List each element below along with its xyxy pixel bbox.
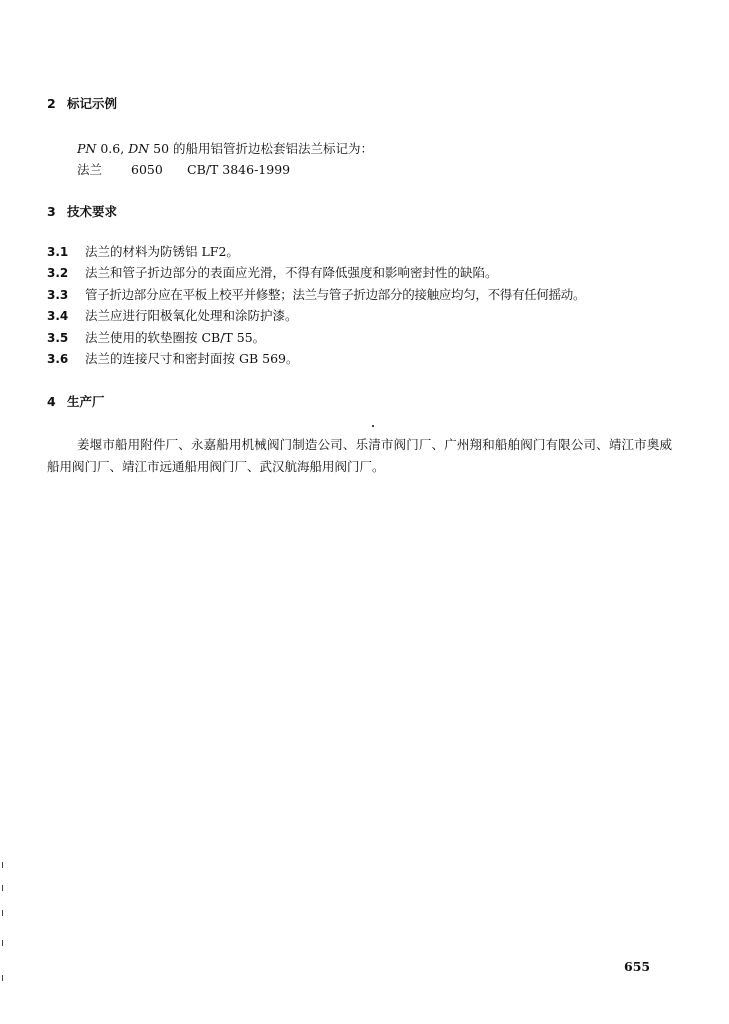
marking-designation	[77, 162, 290, 178]
scan-speck	[2, 975, 3, 981]
mark-name: 法兰	[77, 162, 103, 177]
pn-label: PN	[77, 141, 97, 156]
pn-value: 0.6,	[100, 141, 125, 156]
item-text: 法兰和管子折边部分的表面应光滑，不得有降低强度和影响密封性的缺陷。	[85, 265, 498, 280]
scan-speck	[2, 885, 3, 891]
marking-example-line	[77, 141, 373, 157]
list-item	[47, 265, 498, 281]
item-text: 法兰的材料为防锈铝 LF2。	[85, 244, 239, 259]
section-heading-manufacturer	[47, 394, 105, 410]
scan-speck	[2, 910, 3, 916]
item-text: 管子折边部分应在平板上校平并修整；法兰与管子折边部分的接触应均匀，不得有任何摇动。	[85, 287, 586, 302]
section-number: 3	[47, 204, 56, 219]
item-number: 3.4	[47, 309, 69, 323]
manufacturer-paragraph: 姜堰市船用附件厂、永嘉船用机械阀门制造公司、乐清市阀门厂、广州翔和船舶阀门有限公司、靖江市奥威船用阀门厂、靖江市远通船用阀门厂、武汉航海船用阀门厂。	[47, 437, 672, 474]
example-description: 50 的船用铝管折边松套铝法兰标记为：	[153, 141, 374, 156]
list-item	[47, 244, 239, 260]
item-text: 法兰的连接尺寸和密封面按 GB 569。	[85, 351, 299, 366]
item-text: 法兰使用的软垫圈按 CB/T 55。	[85, 330, 266, 345]
section-title: 标记示例	[67, 96, 118, 111]
section-heading-marking	[47, 96, 117, 112]
item-number: 3.1	[47, 245, 69, 259]
section-title: 生产厂	[67, 394, 105, 409]
item-number: 3.5	[47, 331, 69, 345]
item-number: 3.6	[47, 352, 69, 366]
scan-speck	[372, 425, 374, 427]
section-heading-technical	[47, 204, 117, 220]
scan-speck	[2, 940, 3, 946]
section-number: 2	[47, 96, 56, 111]
section-number: 4	[47, 394, 56, 409]
list-item	[47, 287, 585, 303]
list-item	[47, 308, 298, 324]
section-title: 技术要求	[67, 204, 118, 219]
item-number: 3.2	[47, 266, 69, 280]
item-number: 3.3	[47, 288, 69, 302]
page-number: 655	[624, 959, 651, 974]
item-text: 法兰应进行阳极氧化处理和涂防护漆。	[85, 308, 298, 323]
mark-size: 6050	[131, 162, 163, 177]
list-item	[47, 330, 265, 346]
mark-standard: CB/T 3846-1999	[187, 162, 291, 177]
dn-label: DN	[128, 141, 150, 156]
scan-speck	[2, 862, 3, 868]
list-item	[47, 351, 298, 367]
